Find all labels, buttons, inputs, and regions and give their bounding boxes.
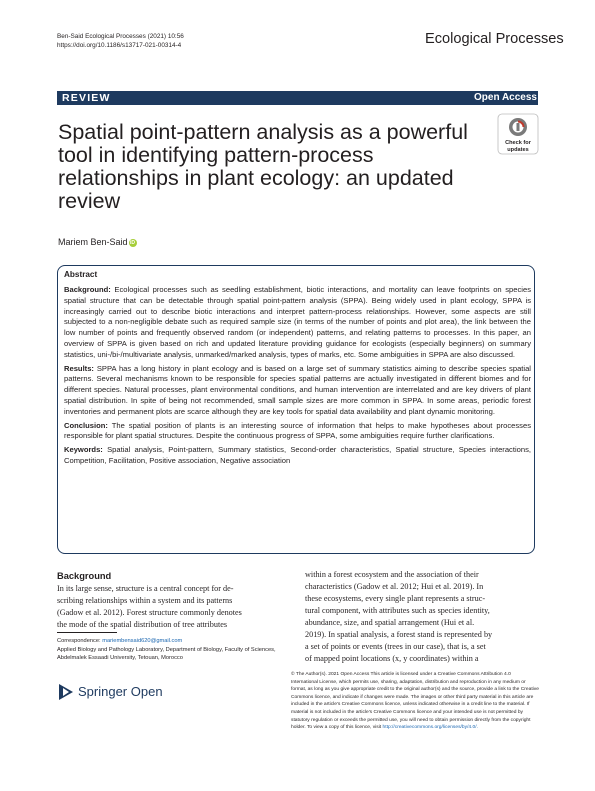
footnote-divider [57,632,117,633]
doi-link[interactable]: https://doi.org/10.1186/s13717-021-00314-4 [57,42,182,49]
keywords-label: Keywords: [64,445,103,455]
abstract-heading: Abstract [64,270,98,279]
abstract-conclusion [64,421,531,443]
affiliation-text: Applied Biology and Pathology Laboratory, Department of Biology, Faculty of Sciences, Abdelmalek Essaadi University, Tetouan, Morocco [57,646,276,662]
background-section-heading: Background [57,571,112,581]
body-line: abundance, size, and spatial arrangement (Hui et al. [305,618,475,627]
check-for-updates-label: Check for updates [505,140,531,153]
abstract-results [64,364,531,418]
orcid-icon[interactable]: iD [130,240,136,246]
license-text [291,671,539,732]
body-left-column [57,583,289,631]
body-line: In its large sense, structure is a central concept for de- [57,584,234,593]
author-line [58,237,137,247]
license-body: © The Author(s). 2021 Open Access This article is licensed under a Creative Commons Attribution 4.0 International License, which permits use, sharing, adaptation, distribution and reproduction in any medium or format, as long as you give appropriate credit to the original author(s) and the source, provide a link to the Creative Commons licence, and indicate if changes were made. The images or other third party material in this article are included in the article's Creative Commons licence, unless indicated otherwise in a credit line to the material. If material is not included in the article's Creative Commons licence and your intended use is not permitted by statutory regulation or exceeds the permitted use, you will need to obtain permission directly from the copyright holder. To view a copy of this licence, visit [291,672,539,731]
journal-name: Ecological Processes [425,31,564,47]
results-label: Results: [64,363,94,373]
body-right-column [305,569,537,665]
body-line: 2019). In spatial analysis, a forest stand is represented by [305,630,493,639]
body-line: within a forest ecosystem and the association of their [305,570,479,579]
license-link[interactable]: http://creativecommons.org/licenses/by/4.0/. [382,725,478,731]
background-label: Background: [64,285,111,294]
abstract-box [57,265,535,554]
article-type-band [57,91,538,105]
body-line: the mode of the spatial distribution of tree attributes [57,620,228,629]
body-line: characteristics (Gadow et al. 2012; Hui et al. 2019). In [305,582,484,591]
correspondence-email[interactable]: mariembensaid620@gmail.com [102,638,183,644]
background-text: Ecological processes such as seedling establishment, biotic interactions, and mortality can leave footprints on species spatial structure that can be detectable through spatial point-pattern analysis (SPPA). Being widely used in plant ecology, SPPA is increasingly carried out to describe biotic interactions and interpret pattern-process relationships. However, some aspects are still subjected to a non-negligible debate such as required sample size (in terms of the number of points and plot area), the link between the low number of points and frequently observed random (or independent) patterns, and relating patterns to processes. In this paper, an overview of SPPA is given based on rich and updated literature providing guidance for ecologists (especially beginners) on summary statistics, uni-/bi-/multivariate analysis, unmarked/marked analysis, types of marks, etc. Some ambiguities in SPPA are also discussed. [64,285,531,359]
body-line: a set of points or events (trees in our case), that is, a set [305,642,486,651]
body-line: of mapped point locations (x, y coordinates) within a [305,654,479,663]
body-line: (Gadow et al. 2012). Forest structure commonly denotes [57,608,242,617]
publisher-name: Springer Open [78,684,163,699]
open-access-label: Open Access [474,92,537,103]
abstract-background [64,285,531,361]
citation-line: Ben-Said Ecological Processes (2021) 10:56 [57,33,184,40]
springer-open-logo[interactable] [57,681,187,703]
body-line: scribing relationships within a system and its patterns [57,596,233,605]
keywords-text: Spatial analysis, Point-pattern, Summary statistics, Second-order characteristics, Spatial structure, Species interactions, Competition, Facilitation, Positive association, Negative association [64,445,531,465]
article-title: Spatial point-pattern analysis as a powerful tool in identifying pattern-process relationships in plant ecology: an updated review [58,120,468,213]
conclusion-text: The spatial position of plants is an interesting source of information that helps to make hypotheses about processes responsible for plant spatial structures. Despite the continuous progress of SPPA, some ambiguities require further clarifications. [64,420,531,441]
body-line: tural component, with attributes such as species identity, [305,606,490,615]
results-text: SPPA has a long history in plant ecology and is based on a large set of summary statistics aiming to describe species spatial patterns. Several mechanisms known to be responsible for species spatial patterns are actually investigated in different biomes and for different species. Natural processes, plant environmental conditions, and human intervention are interrelated and are key drivers of plant spatial distribution. In spite of being not recommended, small sample sizes are more common in SPPA. In some areas, periodic forest inventories and permanent plots are scarce although they are key tools for spatial data availability and plant dynamic monitoring. [64,363,531,416]
article-type-label: REVIEW [62,92,111,104]
abstract-keywords [64,445,531,467]
springer-open-icon [57,682,75,702]
correspondence-note [57,637,292,663]
conclusion-label: Conclusion: [64,420,108,430]
author-name[interactable]: Mariem Ben-Said [58,237,128,247]
correspondence-label: Correspondence: [57,638,103,644]
body-line: these ecosystems, every single plant represents a struc- [305,594,486,603]
